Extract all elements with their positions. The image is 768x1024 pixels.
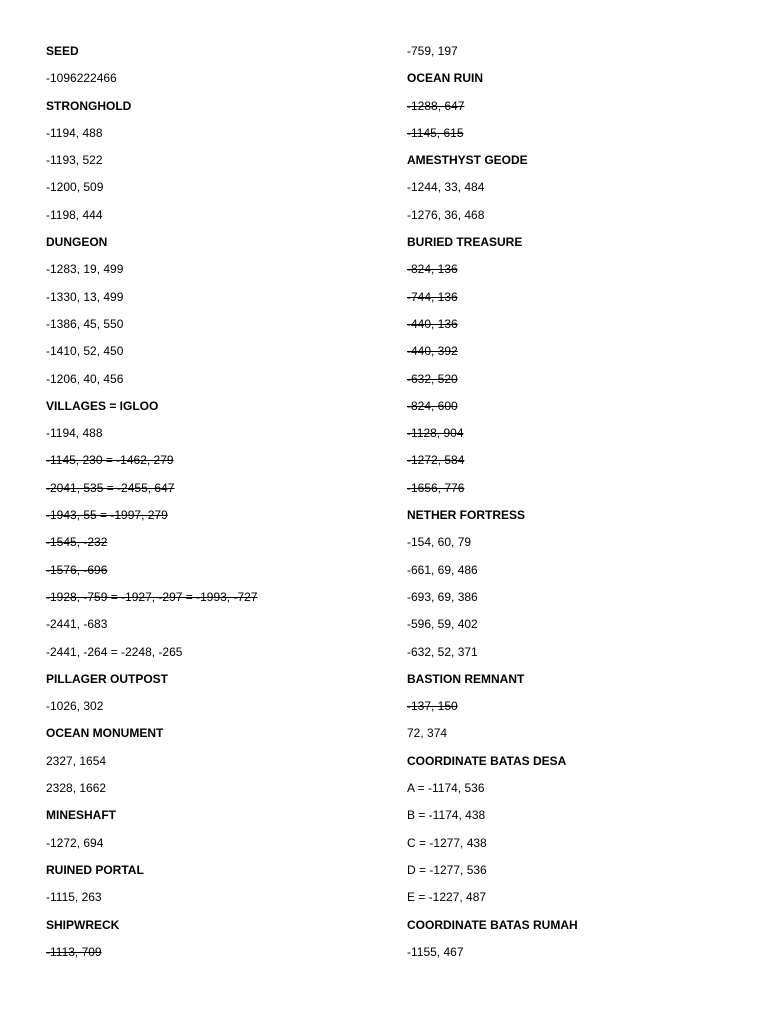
struck-coordinate-line: -632, 520 [407, 371, 458, 386]
coordinate-line: -596, 59, 402 [407, 617, 478, 632]
coordinate-line: D = -1277, 536 [407, 862, 487, 877]
coordinate-line: -759, 197 [407, 44, 458, 58]
struck-coordinate-line: -1656, 776 [407, 480, 465, 495]
section-heading-ocean-monument: OCEAN MONUMENT [46, 726, 164, 741]
coordinate-line: -1283, 19, 499 [46, 262, 124, 277]
coordinate-line: -1198, 444 [46, 207, 103, 222]
coordinate-line: -1200, 509 [46, 180, 104, 195]
section-heading-bastion-remnant: BASTION REMNANT [407, 671, 525, 686]
struck-coordinate-line: -137, 150 [407, 699, 458, 714]
struck-coordinate-line: -744, 136 [407, 289, 458, 304]
coordinate-line: -1206, 40, 456 [46, 371, 124, 386]
coordinate-line: A = -1174, 536 [407, 781, 485, 796]
section-heading-villages-igloo: VILLAGES = IGLOO [46, 398, 159, 413]
struck-coordinate-line: -1545, -232 [46, 535, 108, 550]
right-column [407, 42, 737, 970]
coordinate-line: 2328, 1662 [46, 781, 107, 796]
struck-coordinate-line: -2041, 535 = -2455, 647 [46, 480, 175, 495]
coordinate-line: -154, 60, 79 [407, 535, 472, 550]
coordinate-line: -1194, 488 [46, 426, 103, 441]
coordinate-line: -632, 52, 371 [407, 644, 478, 659]
coordinate-line: C = -1277, 438 [407, 835, 487, 850]
struck-coordinate-line: -440, 136 [407, 316, 458, 331]
coordinate-line: -1026, 302 [46, 699, 104, 714]
left-column [46, 42, 376, 970]
struck-coordinate-line: -824, 136 [407, 262, 458, 277]
section-heading-shipwreck: SHIPWRECK [46, 917, 120, 932]
coordinate-line: 72, 374 [407, 726, 448, 741]
struck-coordinate-line: -1943, 55 = -1997, 279 [46, 508, 168, 523]
struck-coordinate-line: -1576, -696 [46, 562, 108, 577]
struck-coordinate-line: -1928, -759 = -1927, -297 = -1993, -727 [46, 589, 258, 604]
struck-coordinate-line: -1288, 647 [407, 98, 465, 113]
section-heading-amesthyst-geode: AMESTHYST GEODE [407, 153, 528, 168]
section-heading-mineshaft: MINESHAFT [46, 808, 116, 823]
struck-coordinate-line: -1113, 709 [46, 944, 102, 959]
coordinate-line: E = -1227, 487 [407, 890, 487, 905]
coordinate-line: -661, 69, 486 [407, 562, 478, 577]
section-heading-dungeon: DUNGEON [46, 235, 108, 250]
section-heading-seed: SEED [46, 44, 79, 58]
struck-coordinate-line: -1128, 904 [407, 426, 464, 441]
struck-coordinate-line: -440, 392 [407, 344, 458, 359]
struck-coordinate-line: -1145, 230 = -1462, 279 [46, 453, 174, 468]
coordinate-line: -1115, 263 [46, 890, 102, 905]
coordinate-line: -1096222466 [46, 71, 117, 86]
struck-coordinate-line: -1145, 615 [407, 125, 464, 140]
coordinate-line: -1330, 13, 499 [46, 289, 124, 304]
section-heading-coordinate-batas-desa: COORDINATE BATAS DESA [407, 753, 567, 768]
coordinate-line: -1155, 467 [407, 944, 464, 959]
section-heading-ruined-portal: RUINED PORTAL [46, 862, 144, 877]
section-heading-nether-fortress: NETHER FORTRESS [407, 508, 526, 523]
coordinate-line: -1272, 694 [46, 835, 104, 850]
coordinate-line: -1194, 488 [46, 125, 103, 140]
coordinate-line: -2441, -683 [46, 617, 108, 632]
section-heading-coordinate-batas-rumah: COORDINATE BATAS RUMAH [407, 917, 578, 932]
section-heading-buried-treasure: BURIED TREASURE [407, 235, 523, 250]
coordinate-line: -2441, -264 = -2248, -265 [46, 644, 183, 659]
coordinate-line: 2327, 1654 [46, 753, 107, 768]
section-heading-stronghold: STRONGHOLD [46, 98, 132, 113]
section-heading-pillager-outpost: PILLAGER OUTPOST [46, 671, 169, 686]
coordinate-line: -1244, 33, 484 [407, 180, 485, 195]
coordinate-line: B = -1174, 438 [407, 808, 486, 823]
struck-coordinate-line: -1272, 584 [407, 453, 465, 468]
section-heading-ocean-ruin: OCEAN RUIN [407, 71, 484, 86]
struck-coordinate-line: -824, 600 [407, 398, 458, 413]
coordinate-line: -1193, 522 [46, 153, 103, 168]
coordinate-line: -1410, 52, 450 [46, 344, 124, 359]
coordinate-line: -693, 69, 386 [407, 589, 478, 604]
coordinate-line: -1386, 45, 550 [46, 316, 124, 331]
coordinate-line: -1276, 36, 468 [407, 207, 485, 222]
